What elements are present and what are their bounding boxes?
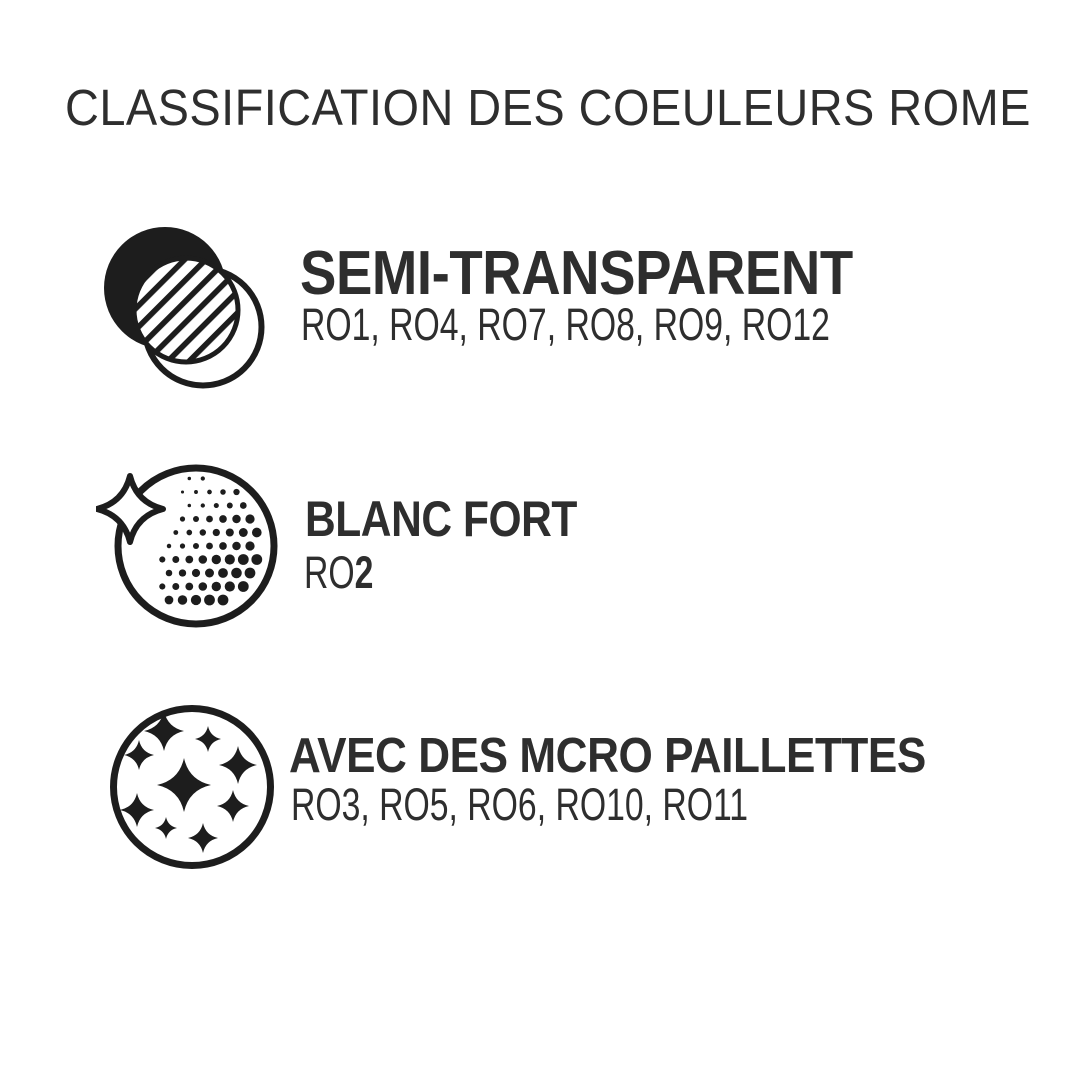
semi-transparent-icon	[95, 218, 285, 408]
category-3-heading: AVEC DES MCRO PAILLETTES	[289, 729, 926, 783]
category-1-heading: SEMI-TRANSPARENT	[300, 239, 853, 308]
micro-paillettes-icon	[100, 695, 285, 880]
page-title	[65, 79, 1080, 136]
category-1-codes: RO1, RO4, RO7, RO8, RO9, RO12	[301, 299, 830, 350]
page-title-text: CLASSIFICATION DES COEULEURS ROME	[65, 79, 1031, 136]
blanc-fort-icon	[96, 458, 281, 643]
overlapping-circles-hatched-icon	[104, 227, 262, 386]
category-3-codes: RO3, RO5, RO6, RO10, RO11	[291, 779, 749, 830]
category-2-codes: RO2	[304, 547, 374, 598]
category-2-heading: BLANC FORT	[305, 491, 577, 547]
sparkle-halftone-circle-icon	[97, 468, 274, 624]
stars-in-circle-icon	[114, 709, 271, 866]
